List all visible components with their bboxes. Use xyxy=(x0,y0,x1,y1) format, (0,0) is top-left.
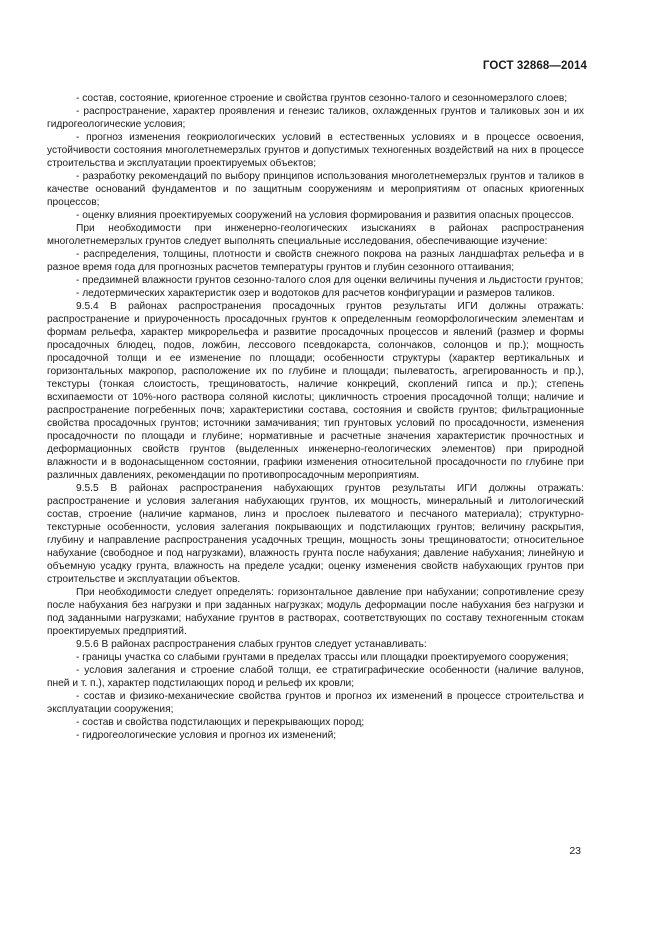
paragraph: - гидрогеологические условия и прогноз их изменений; xyxy=(76,730,337,741)
document-body xyxy=(47,92,584,742)
paragraph: 9.5.5 В районах распространения набухающих грунтов результаты ИГИ должны отражать: распространение и условия залегания набухающих грунтов, их мощность, минеральный и литологический состав, строение (наличие карманов, линз и прослоек пылеватого и песчаного материала); структурно-текстурные особенности, условия залегания покрывающих и подстилающих грунтов; величину раскрытия, глубину и направление распространения усадочных трещин, мощность зоны трещиноватости; относительное набухание (свободное и под нагрузками), влажность грунта после набухания; давление набухания; линейную и объемную усадку грунта, влажность на пределе усадки; оценку изменения свойств набухающих грунтов при строительстве и эксплуатации объектов. xyxy=(47,483,584,585)
paragraph: - состав и свойства подстилающих и перекрывающих пород; xyxy=(76,717,365,728)
paragraph: - условия залегания и строение слабой толщи, ее стратиграфические особенности (наличие валунов, пней и т. п.), характер подстилающих пород и рельеф их кровли; xyxy=(47,665,584,689)
paragraph: - распространение, характер проявления и генезис таликов, охлажденных грунтов и таликовых зон и их гидрогеологические условия; xyxy=(47,106,584,130)
paragraph: - разработку рекомендаций по выбору принципов использования многолетнемерзлых грунтов и таликов в качестве оснований фундаментов и по защитным сооружениям и мероприятиям от опасных криогенных процессов; xyxy=(47,171,584,208)
paragraph: - распределения, толщины, плотности и свойств снежного покрова на разных ландшафтах рельефа и в разное время года для прогнозных расчетов температуры грунтов и глубин сезонного оттаивания; xyxy=(47,249,584,273)
paragraph: - состав, состояние, криогенное строение и свойства грунтов сезонно-талого и сезонномерзлого слоев; xyxy=(76,93,568,104)
paragraph: - ледотермических характеристик озер и водотоков для расчетов конфигурации и размеров таликов. xyxy=(76,288,555,299)
paragraph: - границы участка со слабыми грунтами в пределах трассы или площадки проектируемого сооружения; xyxy=(76,652,569,663)
page-number: 23 xyxy=(569,845,581,857)
paragraph: При необходимости следует определять: горизонтальное давление при набухании; сопротивление срезу после набухания без нагрузки и при заданных нагрузках; модуль деформации после набухания без нагрузки и под заданными нагрузками; набухание грунтов в растворах, соответствующих по составу техногенным стокам проектируемых предприятий. xyxy=(47,587,584,637)
paragraph: При необходимости при инженерно-геологических изысканиях в районах распространения многолетнемерзлых грунтов следует выполнять специальные исследования, обеспечивающие изучение: xyxy=(47,223,584,247)
paragraph: - состав и физико-механические свойства грунтов и прогноз их изменений в процессе строительства и эксплуатации сооружения; xyxy=(47,691,584,715)
paragraph: - прогноз изменения геокриологических условий в естественных условиях и в процессе освоения, устойчивости состояния многолетнемерзлых грунтов и допустимых техногенных воздействий на них в процессе строительства и эксплуатации проектируемых объектов; xyxy=(47,132,584,169)
paragraph: - оценку влияния проектируемых сооружений на условия формирования и развития опасных процессов. xyxy=(76,210,575,221)
standard-code-header: ГОСТ 32868—2014 xyxy=(482,60,587,72)
paragraph: 9.5.6 В районах распространения слабых грунтов следует устанавливать: xyxy=(76,639,427,650)
paragraph: 9.5.4 В районах распространения просадочных грунтов результаты ИГИ должны отражать: распространение и приуроченность просадочных грунтов к определенным геоморфологическим элементам и формам рельефа, характер микрорельефа и развитие просадочных процессов и явлений (размер и формы просадочных блюдец, подов, ложбин, лессового псевдокарста, солончаков, солонцов и пр.); мощность просадочной толщи и ее изменение по площади; особенности структуры (характер вертикальных и горизонтальных макропор, расположение их по глубине и площади; пылеватость, агрегированность и пр.), текстуры (тонкая слоистость, трещиноватость, наличие конкреций, скоплений гипса и пр.); степень всхипаемости от 10%-ного раствора соляной кислоты; цикличность строения просадочной толщи; наличие и распространение погребенных почв; характеристики состава, состояния и свойств грунтов; фильтрационные свойства просадочных грунтов; источники замачивания; тип грунтовых условий по просадочности, изменения просадочности по площади и глубине; нормативные и расчетные значения характеристик прочностных и деформационных свойств грунтов (выделенных инженерно-геологических элементов) при природной влажности и в водонасыщенном состоянии, графики изменения относительной просадочности по глубине при различных давлениях, рекомендации по противопросадочным мероприятиям. xyxy=(47,301,584,481)
paragraph: - предзимней влажности грунтов сезонно-талого слоя для оценки величины пучения и льдистости грунтов; xyxy=(76,275,584,286)
